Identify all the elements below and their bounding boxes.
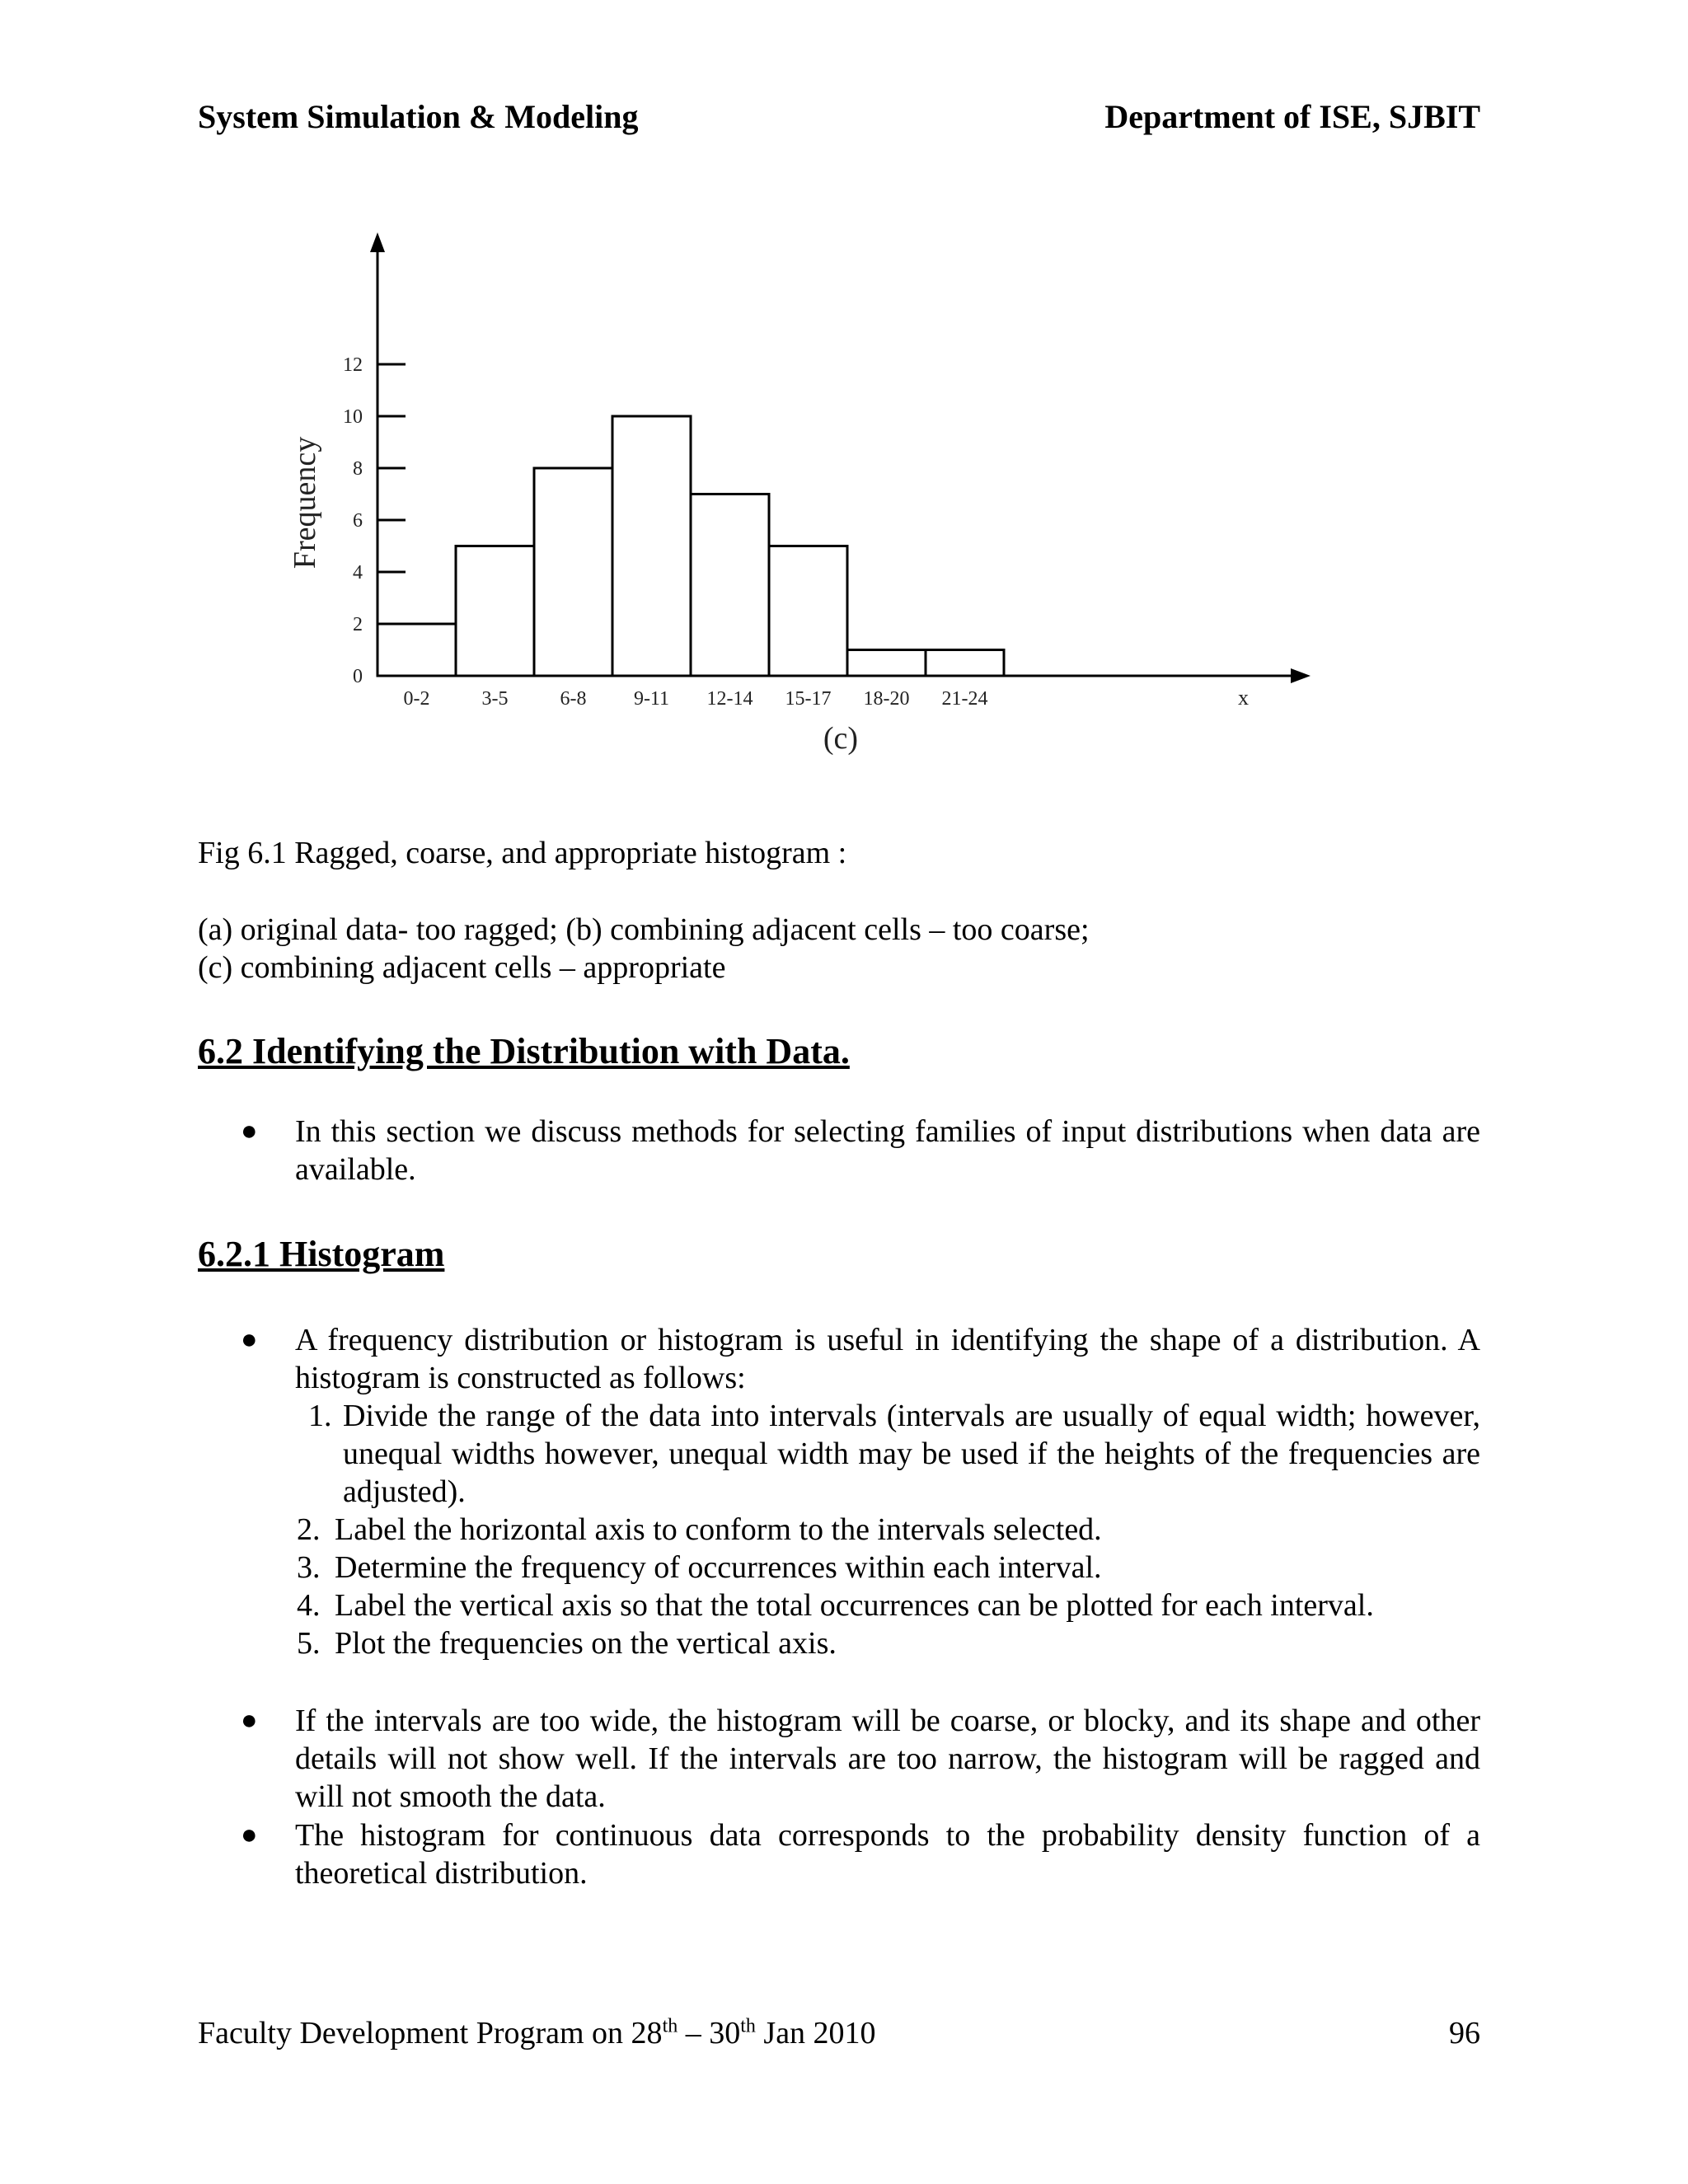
footer-suffix: Jan 2010 <box>755 2016 876 2050</box>
bullet-dot: ● <box>241 1705 258 1736</box>
section-heading-6-2: 6.2 Identifying the Distribution with Data. <box>198 1031 850 1071</box>
bullet-text: If the intervals are too wide, the histogram will be coarse, or blocky, and its shape and other details will not show well. If the intervals are too narrow, the histogram will be ragged and will not smooth the data. <box>295 1704 1480 1814</box>
footer-sup-1: th <box>662 2015 678 2037</box>
panel-label: (c) <box>823 721 859 756</box>
step-text: Label the vertical axis so that the total occurrences can be plotted for each interval. <box>335 1588 1374 1623</box>
x-tick-label: 18-20 <box>863 688 910 710</box>
running-header-title: System Simulation & Modeling <box>198 98 639 135</box>
figure-caption: Fig 6.1 Ragged, coarse, and appropriate histogram : <box>198 836 847 870</box>
histogram-bar <box>534 468 612 676</box>
step-number: 5. <box>297 1626 321 1661</box>
x-tick-label: 15-17 <box>785 688 832 710</box>
chart-axes <box>370 232 1311 683</box>
caption-line-ab: (a) original data- too ragged; (b) combining adjacent cells – too coarse; <box>198 912 1090 947</box>
step-number: 1. <box>308 1399 332 1433</box>
y-tick-label: 6 <box>353 510 363 532</box>
step-text: Label the horizontal axis to conform to the intervals selected. <box>335 1512 1102 1547</box>
x-tick-label: 6-8 <box>560 688 587 710</box>
footer-sup-2: th <box>740 2015 756 2037</box>
running-header-department: Department of ISE, SJBIT <box>1104 98 1480 135</box>
histogram-bar <box>847 650 926 677</box>
bullet-dot: ● <box>241 1116 258 1146</box>
histogram-bar <box>456 546 534 677</box>
y-tick-label: 2 <box>353 614 363 635</box>
y-tick-label: 4 <box>353 562 363 583</box>
bullet-text: In this section we discuss methods for selecting families of input distributions when data are available. <box>295 1114 1480 1187</box>
histogram-bar <box>769 546 847 677</box>
bullet-text: A frequency distribution or histogram is useful in identifying the shape of a distribution. A histogram is constructed as follows: <box>295 1323 1480 1395</box>
y-tick-label: 10 <box>343 406 363 428</box>
page-footer <box>198 2015 876 2051</box>
bullet-dot: ● <box>241 1820 258 1850</box>
histogram-bar <box>926 650 1004 677</box>
histogram-bar <box>691 494 769 677</box>
y-tick-label: 12 <box>343 354 363 376</box>
y-tick-label: 8 <box>353 458 363 480</box>
footer-prefix: Faculty Development Program on 28 <box>198 2016 663 2050</box>
step-number: 2. <box>297 1512 321 1547</box>
histogram-chart <box>272 231 1343 758</box>
section-heading-6-2-1: 6.2.1 Histogram <box>198 1234 445 1274</box>
step-number: 3. <box>297 1550 321 1585</box>
histogram-bar <box>377 624 456 676</box>
bullet-dot: ● <box>241 1324 258 1355</box>
page-number: 96 <box>1449 2016 1480 2050</box>
x-axis-arrow <box>1291 668 1311 683</box>
x-tick-label: 0-2 <box>403 688 430 710</box>
x-tick-label: 12-14 <box>706 688 753 710</box>
x-tick-label: 9-11 <box>633 688 670 710</box>
y-axis-arrow <box>370 232 385 252</box>
x-tick-label: 21-24 <box>941 688 988 710</box>
bullet-text: The histogram for continuous data corresponds to the probability density function of a theoretical distribution. <box>295 1818 1480 1891</box>
step-text: Determine the frequency of occurrences within each interval. <box>335 1550 1102 1585</box>
step-text: Plot the frequencies on the vertical axis. <box>335 1626 837 1661</box>
y-tick-label: 0 <box>353 666 363 687</box>
step-number: 4. <box>297 1588 321 1623</box>
step-text: Divide the range of the data into intervals (intervals are usually of equal width; however, unequal widths however, unequal width may be used if the heights of the frequencies are adjusted). <box>343 1399 1480 1509</box>
x-tick-label: 3-5 <box>481 688 509 710</box>
caption-line-c: (c) combining adjacent cells – appropriate <box>198 950 726 985</box>
histogram-bar <box>612 416 691 676</box>
y-axis-title: Frequency <box>288 436 322 569</box>
x-axis-title: x <box>1238 686 1249 710</box>
footer-dash: – 30 <box>678 2016 741 2050</box>
